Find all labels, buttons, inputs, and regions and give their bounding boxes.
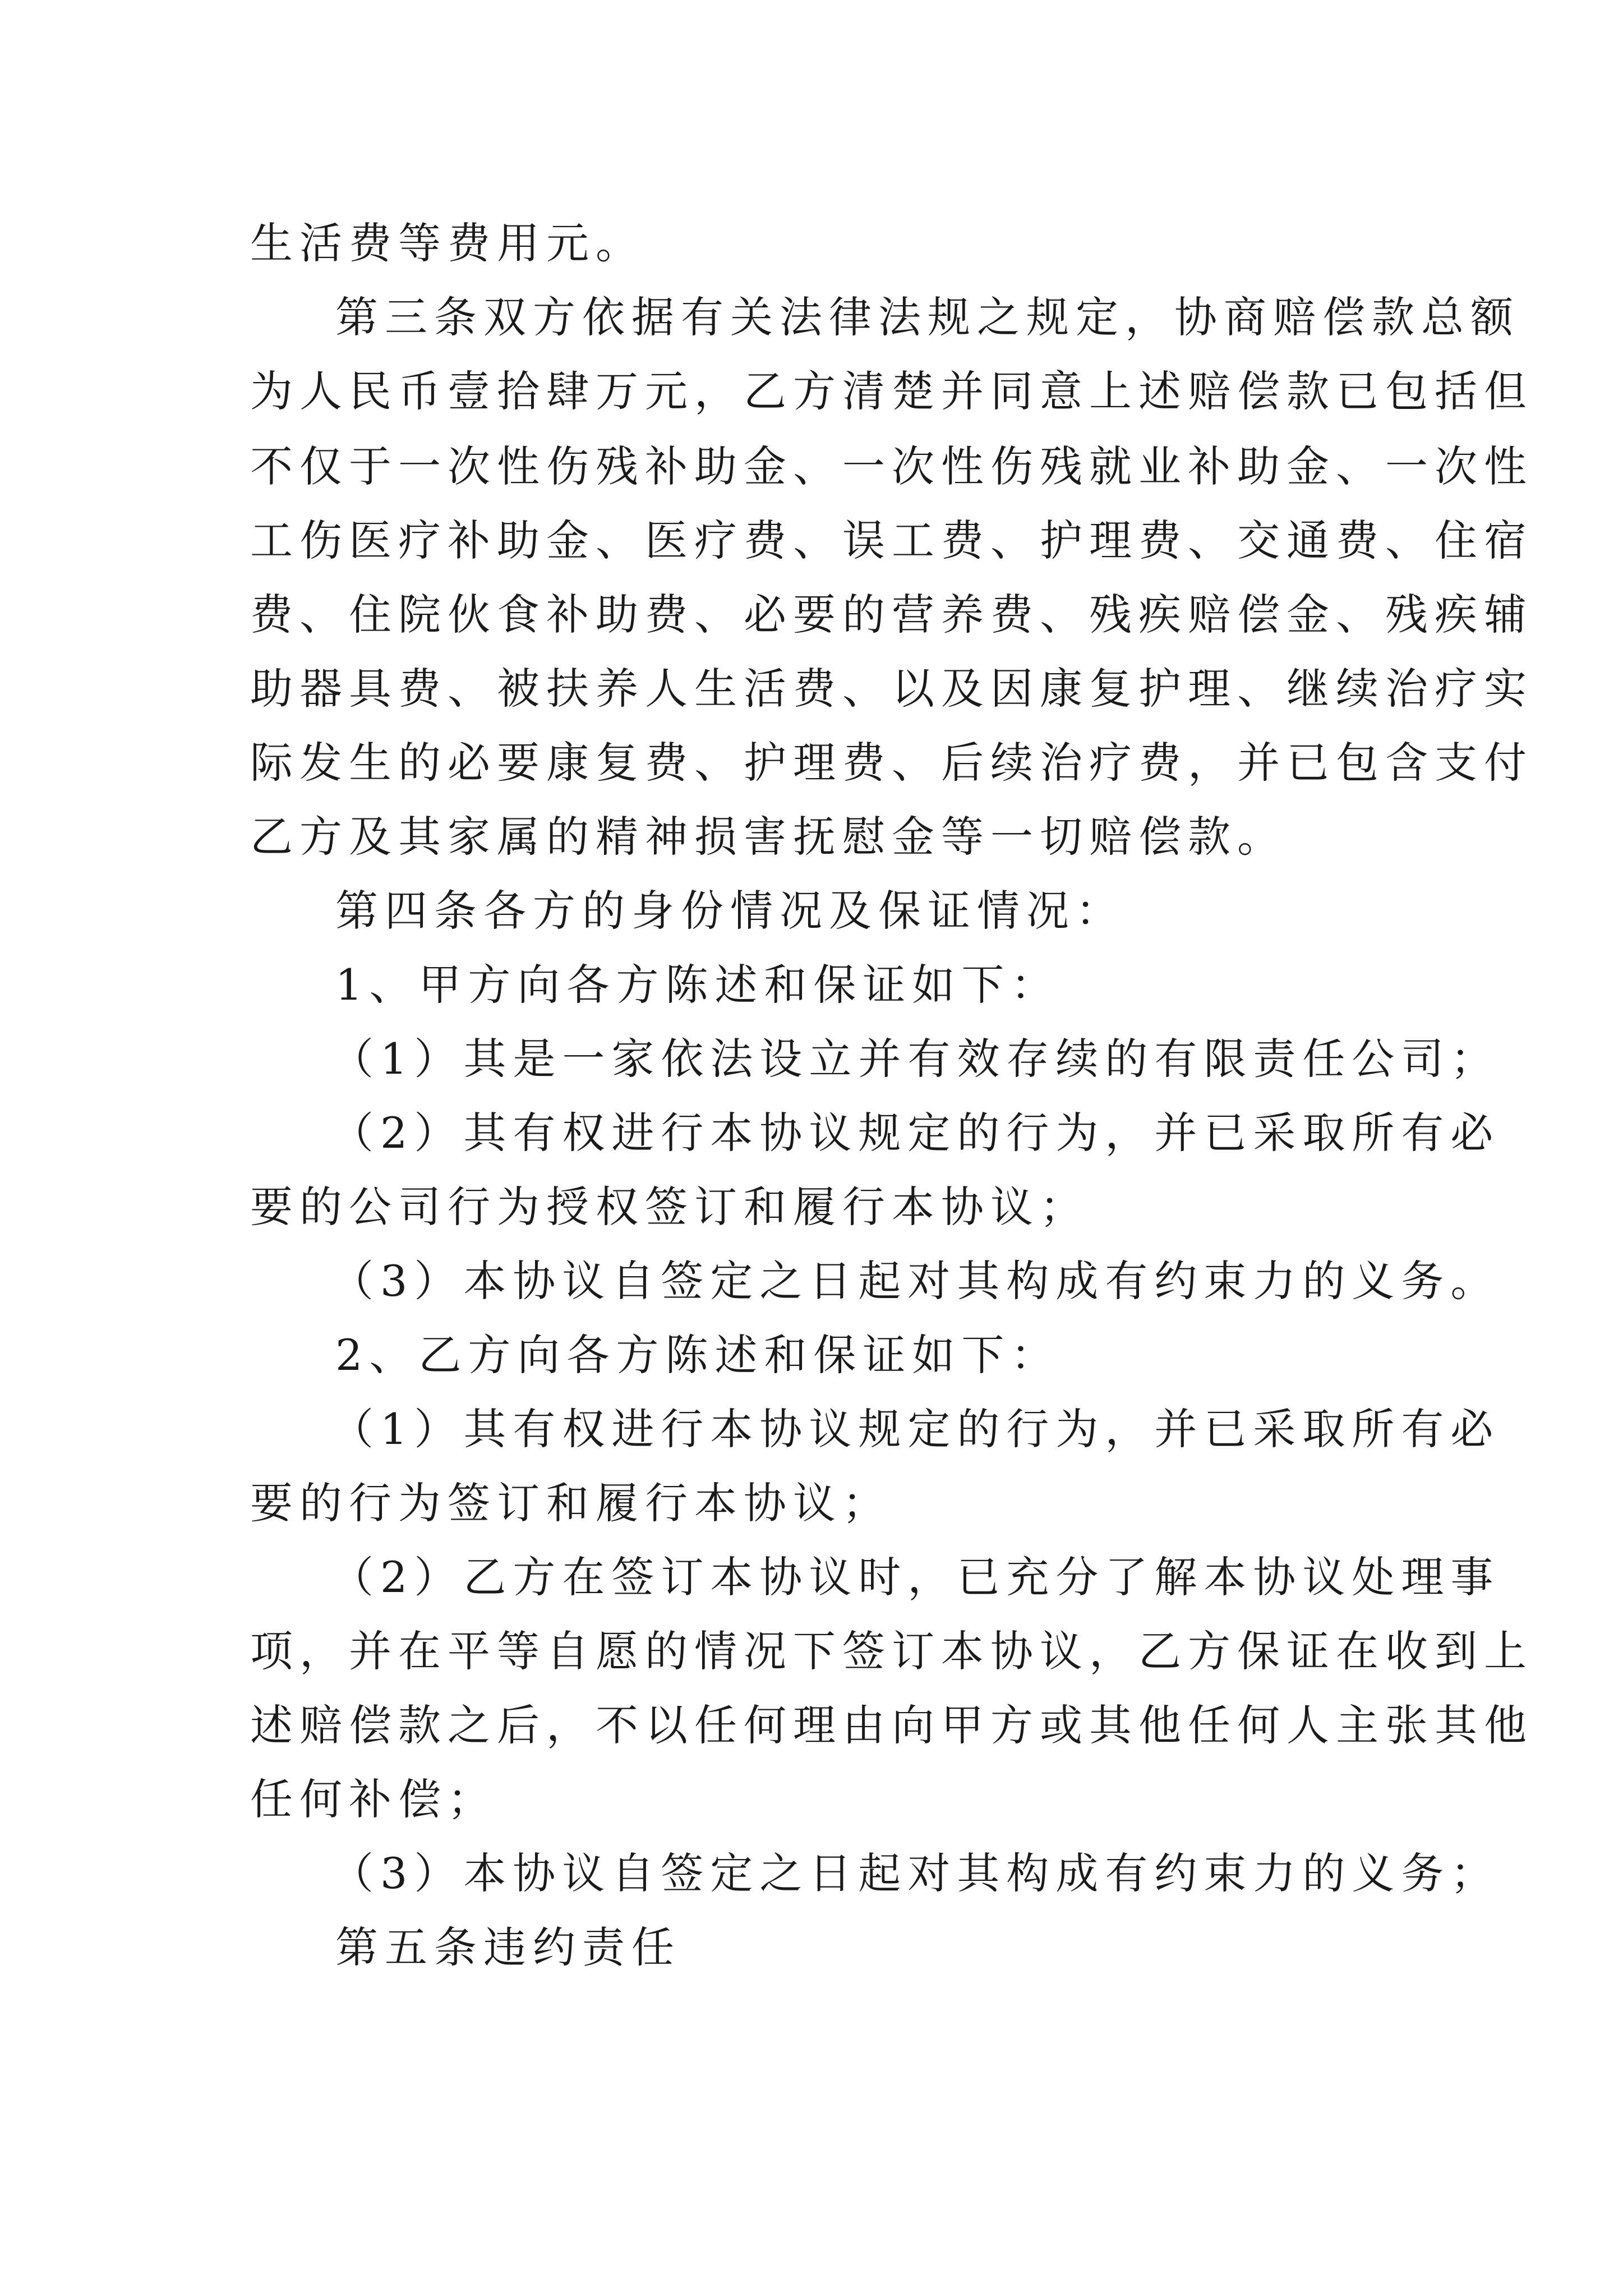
- text-line: 1、甲方向各方陈述和保证如下：: [335, 960, 1061, 1010]
- text-line: 项，并在平等自愿的情况下签订本协议，乙方保证在收到上: [250, 1626, 1533, 1676]
- text-line: 费、住院伙食补助费、必要的营养费、残疾赔偿金、残疾辅: [250, 590, 1533, 639]
- text-line: 要的行为签订和履行本协议；: [250, 1478, 892, 1528]
- text-line: 为人民币壹拾肆万元，乙方清楚并同意上述赔偿款已包括但: [250, 366, 1533, 416]
- text-line: 第四条各方的身份情况及保证情况：: [335, 886, 1125, 936]
- text-line: （2）乙方在签订本协议时，已充分了解本协议处理事: [331, 1552, 1500, 1602]
- text-line: 2、乙方向各方陈述和保证如下：: [335, 1330, 1061, 1380]
- text-line: （1）其有权进行本协议规定的行为，并已采取所有必: [331, 1404, 1500, 1454]
- text-line: 工伤医疗补助金、医疗费、误工费、护理费、交通费、住宿: [250, 516, 1533, 565]
- text-line: 生活费等费用元。: [250, 218, 645, 268]
- text-line: 任何补偿；: [250, 1774, 497, 1824]
- text-line: 乙方及其家属的精神损害抚慰金等一切赔偿款。: [250, 812, 1287, 862]
- text-line: （2）其有权进行本协议规定的行为，并已采取所有必: [331, 1108, 1500, 1158]
- text-line: 助器具费、被扶养人生活费、以及因康复护理、继续治疗实: [250, 664, 1533, 714]
- text-line: （1）其是一家依法设立并有效存续的有限责任公司；: [331, 1034, 1500, 1084]
- text-line: 不仅于一次性伤残补助金、一次性伤残就业补助金、一次性: [250, 441, 1533, 491]
- text-line: 要的公司行为授权签订和履行本协议；: [250, 1182, 1089, 1232]
- text-line: （3）本协议自签定之日起对其构成有约束力的义务；: [331, 1848, 1500, 1898]
- text-line: 际发生的必要康复费、护理费、后续治疗费，并已包含支付: [250, 738, 1533, 788]
- text-line: 述赔偿款之后，不以任何理由向甲方或其他任何人主张其他: [250, 1700, 1533, 1750]
- text-line: 第三条双方依据有关法律法规之规定，协商赔偿款总额: [335, 292, 1520, 342]
- text-line: 第五条违约责任: [335, 1922, 681, 1972]
- text-line: （3）本协议自签定之日起对其构成有约束力的义务。: [331, 1256, 1500, 1306]
